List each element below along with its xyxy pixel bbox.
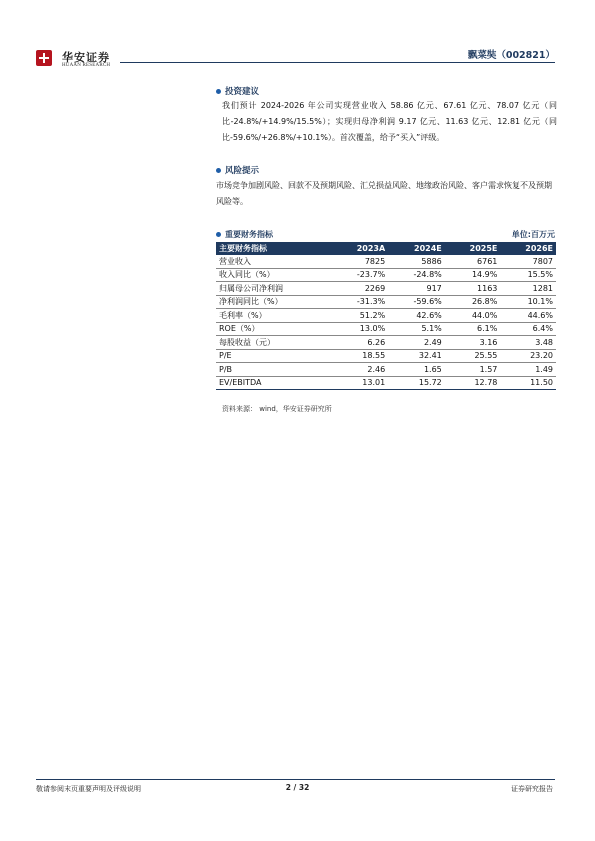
header-cell: 2025E [445,242,501,255]
cell: 5886 [388,255,445,268]
cell: 13.01 [331,376,388,390]
table-row [216,268,556,282]
row-label: 毛利率（%） [216,309,331,323]
footer-divider [36,779,555,780]
table-header-row [216,242,556,255]
cell: 1281 [500,282,556,296]
cell: -24.8% [388,268,445,282]
brand-logo-icon [36,50,52,66]
row-label: 收入同比（%） [216,268,331,282]
cell: 51.2% [331,309,388,323]
header-cell: 主要财务指标 [216,242,331,255]
row-label: 每股收益（元） [216,336,331,350]
row-label: 净利润同比（%） [216,295,331,309]
investment-section-title [216,85,259,97]
risk-section-title [216,164,259,176]
table-row [216,322,556,336]
cell: 11.50 [500,376,556,390]
cell: 15.72 [388,376,445,390]
company-title: 飘菜奘（002821） [467,50,555,61]
table-row [216,363,556,377]
table-unit: 单位:百万元 [511,230,555,239]
risk-paragraph: 市场竞争加剧风险、回款不及预期风险、汇兑损益风险、地缘政治风险、客户需求恢复不及预期风险等。 [216,181,552,206]
page-number: 2 / 32 [285,783,310,792]
cell: 44.6% [500,309,556,323]
cell: 44.0% [445,309,501,323]
header-divider [120,62,555,63]
cell: 2.46 [331,363,388,377]
cell: -59.6% [388,295,445,309]
table-row [216,336,556,350]
cell: -23.7% [331,268,388,282]
cell: 6.1% [445,322,501,336]
cell: 7807 [500,255,556,268]
cell: 26.8% [445,295,501,309]
cell: 6.26 [331,336,388,350]
brand-name-en: HUAAN RESEARCH [62,63,111,68]
investment-title-text: 投资建议 [225,87,260,97]
row-label: EV/EBITDA [216,376,331,390]
row-label: P/B [216,363,331,377]
cell: -31.3% [331,295,388,309]
footer-report-type: 证券研究报告 [511,785,553,793]
bullet-icon [216,89,221,94]
cell: 1.57 [445,363,501,377]
cell: 10.1% [500,295,556,309]
table-source-note: 资料来源： wind，华安证券研究所 [222,405,332,413]
table-row [216,282,556,296]
cell: 1.65 [388,363,445,377]
cell: 5.1% [388,322,445,336]
table-row [216,309,556,323]
financial-table [216,242,556,390]
cell: 2269 [331,282,388,296]
cell: 1.49 [500,363,556,377]
row-label: ROE（%） [216,322,331,336]
row-label: P/E [216,349,331,363]
footer-disclaimer: 敬请参阅末页重要声明及评级说明 [36,785,141,793]
table-section-title [216,229,273,240]
cell: 18.55 [331,349,388,363]
investment-paragraph: 我们预计 2024-2026 年公司实现营业收入 58.86 亿元、67.61 亿元、78.07 亿元（同比-24.8%/+14.9%/15.5%）；实现归母净利润 9.17 亿元、11.63 亿元、12.81 亿元（同比-59.6%/+26.8%/+10.1%）。首次覆盖，给予“买入”评级。 [222,101,557,142]
cell: 917 [388,282,445,296]
cell: 23.20 [500,349,556,363]
cell: 7825 [331,255,388,268]
cell: 13.0% [331,322,388,336]
table-row [216,255,556,268]
cell: 32.41 [388,349,445,363]
header-cell: 2026E [500,242,556,255]
bullet-icon [216,168,221,173]
cell: 2.49 [388,336,445,350]
table-row [216,295,556,309]
cell: 1163 [445,282,501,296]
table-row [216,376,556,390]
cell: 3.16 [445,336,501,350]
header-cell: 2024E [388,242,445,255]
row-label: 营业收入 [216,255,331,268]
risk-title-text: 风险提示 [225,166,260,176]
header-cell: 2023A [331,242,388,255]
cell: 14.9% [445,268,501,282]
cell: 3.48 [500,336,556,350]
cell: 6761 [445,255,501,268]
brand-name: 华安证券 [62,51,110,64]
cell: 42.6% [388,309,445,323]
cell: 15.5% [500,268,556,282]
table-title-text: 重要财务指标 [225,230,273,239]
cell: 25.55 [445,349,501,363]
bullet-icon [216,232,221,237]
table-row [216,349,556,363]
row-label: 归属母公司净利润 [216,282,331,296]
cell: 6.4% [500,322,556,336]
cell: 12.78 [445,376,501,390]
